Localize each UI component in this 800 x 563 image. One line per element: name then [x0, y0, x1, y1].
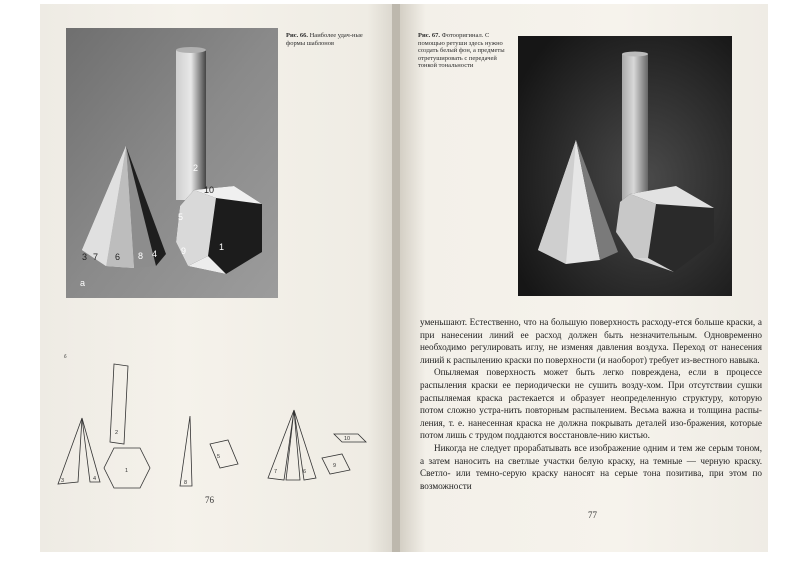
figure-67-caption [418, 32, 514, 70]
templates-drawing [52, 360, 372, 492]
body-paragraph-2: Опыляемая поверхность может быть легко повреждена, если в процессе распыления краски ее периодически не сушить возду-хом. При отсутствии сушки распыляемая краска растекается и образует неопределенную структуру, которую потом сложно устра-нить повторным распылением. Весьма важна и толщина распы-ления, т. е. нанесенная краска не должна покрывать деталей изо-бражения, которые потом лишь с трудом поддаются восстановле-нию кистью. [420, 367, 762, 441]
template-label-6: 6 [303, 469, 307, 475]
photo-label-6: 6 [115, 252, 121, 262]
body-text [420, 316, 762, 492]
template-shape-6 [286, 410, 300, 480]
template-shape-4 [82, 418, 100, 482]
photo-label-8: 8 [138, 251, 144, 261]
template-shape-5 [210, 440, 238, 468]
template-label-4: 4 [93, 476, 97, 482]
caption-67-text: Фотооригинал. С помощью ретуши здесь нужно создать белый фон, а предметы отретушировать с передачей тонкой тональности [418, 32, 505, 69]
photo-label-10: 10 [204, 185, 215, 195]
figure-letter-b: б [64, 355, 67, 360]
template-label-8: 8 [184, 480, 188, 486]
template-label-9: 9 [333, 463, 337, 469]
book-gutter [392, 4, 400, 552]
body-paragraph-3: Никогда не следует прорабатывать все изображение одним и тем же серым тоном, а затем наносить на светлые участки белую краску, на темные — черную краску. Светло- или темно-серую краску наносят на серые тона позитива, при этом по возможности [420, 442, 762, 491]
template-label-3: 3 [61, 478, 65, 484]
photo-label-9: 9 [181, 246, 187, 256]
photo-label-7: 7 [93, 252, 99, 262]
photo-label-4: 4 [152, 249, 158, 259]
photo-label-3: 3 [82, 252, 88, 262]
body-paragraph-1: уменьшают. Естественно, что на большую поверхность расходу-ется больше краски, а при нанесении линий ее расход должен быть незначительным. Одновременно необходимо регулировать иглу, не изменяя давления воздуха. Переход от нанесения линий к распылению краски по поверхности (и наоборот) требует из-вестного навыка. [420, 317, 762, 365]
template-label-10: 10 [344, 436, 351, 442]
photo-label-1: 1 [219, 242, 225, 252]
caption-67-bold: Рис. 67. [418, 32, 440, 39]
photo-label-2: 2 [193, 163, 199, 173]
left-page-number: 76 [205, 495, 214, 505]
template-shape-3 [58, 418, 82, 484]
template-label-5: 5 [217, 454, 221, 460]
caption-66-text: Наиболее удач-ные формы шаблонов [286, 32, 363, 47]
template-shape-8 [180, 416, 192, 486]
right-page-number: 77 [588, 510, 597, 520]
template-label-1: 1 [125, 468, 129, 474]
figure-67-photo [518, 36, 732, 296]
template-shape-2 [110, 364, 128, 444]
photo-label-5: 5 [178, 212, 184, 222]
figure-66-caption [286, 32, 370, 47]
figure-letter-a: а [80, 278, 86, 288]
caption-66-bold: Рис. 66. [286, 32, 308, 39]
template-label-7: 7 [274, 469, 278, 475]
template-label-2: 2 [115, 430, 119, 436]
